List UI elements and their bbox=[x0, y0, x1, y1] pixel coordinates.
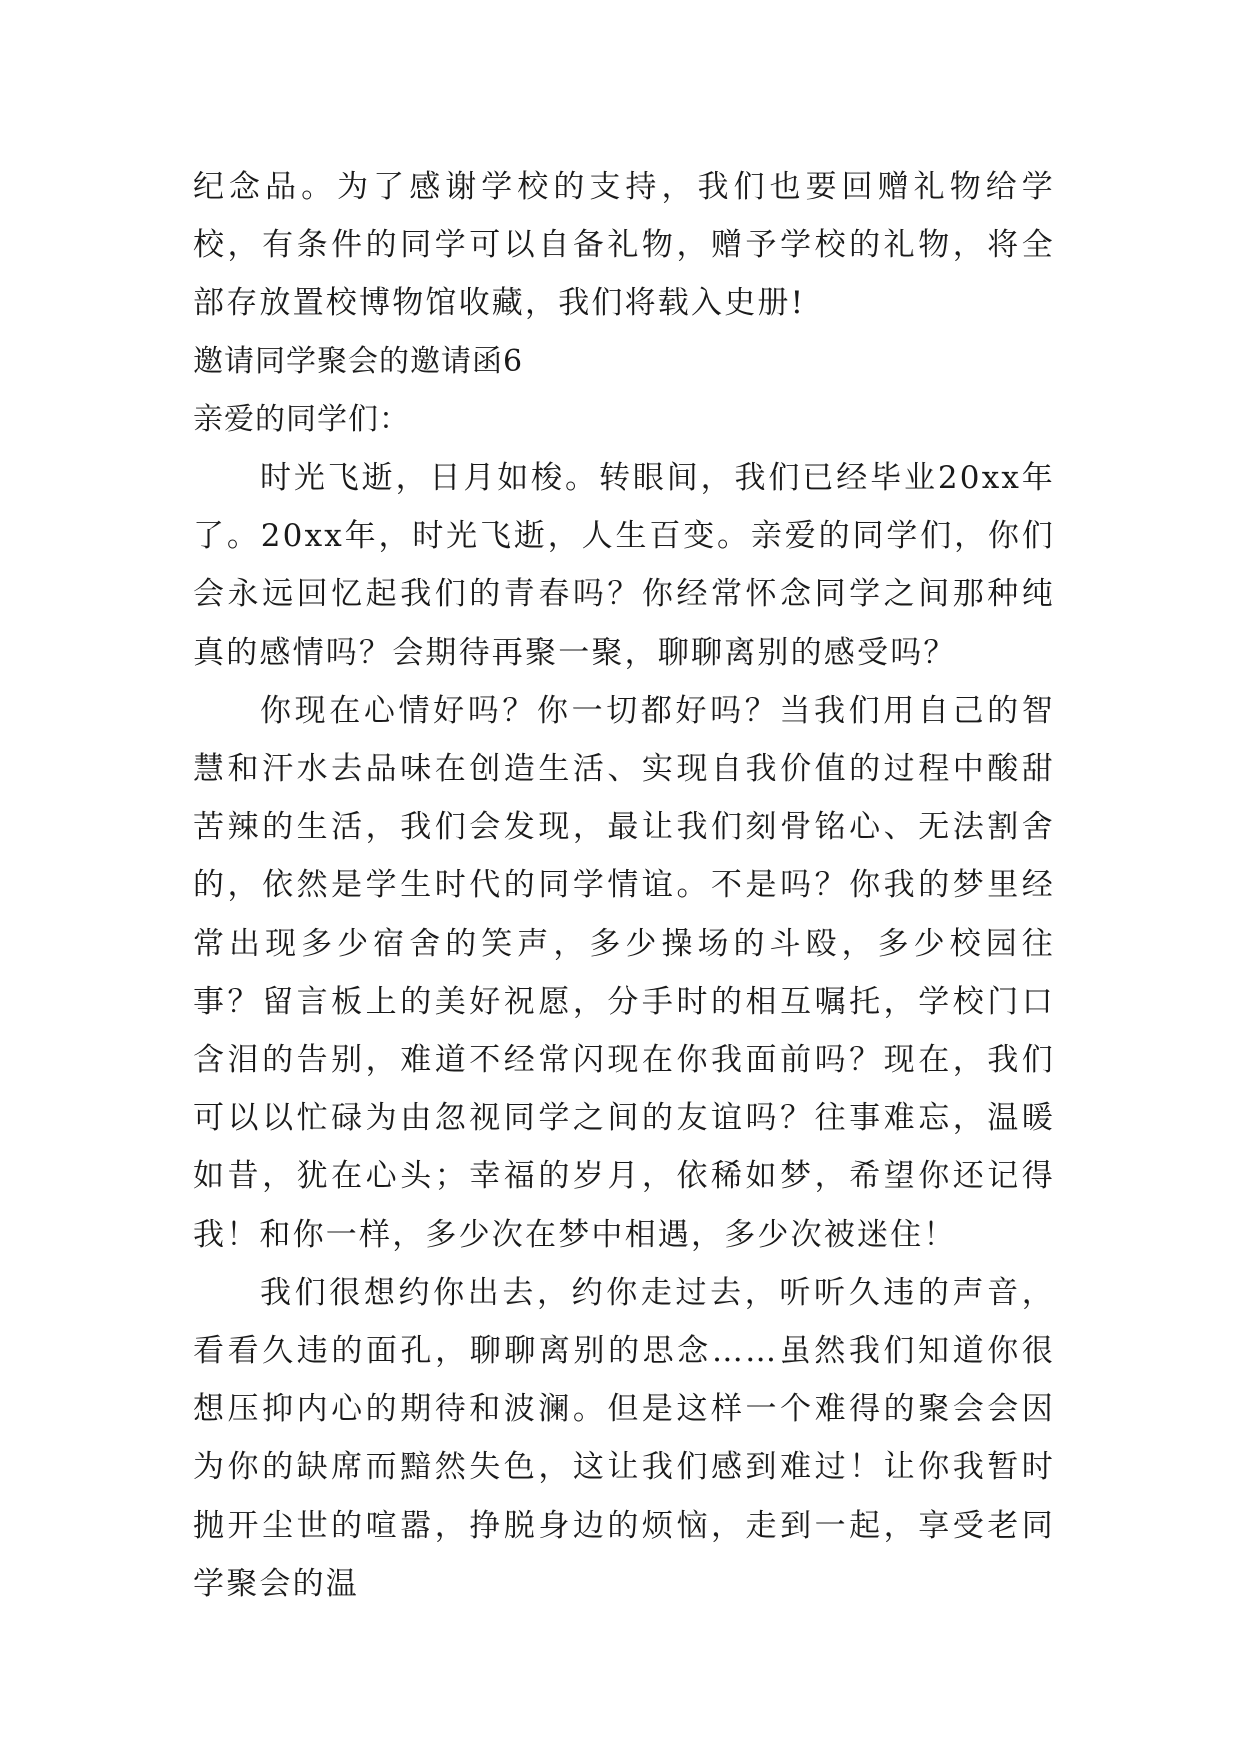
letter-greeting: 亲爱的同学们： bbox=[193, 401, 410, 437]
body-paragraph: 时光飞逝，日月如梭。转眼间，我们已经毕业20xx年了。20xx年，时光飞逝，人生百变。亲爱的同学们，你们会永远回忆起我们的青春吗？你经常怀念同学之间那种纯真的感情吗？会期待再聚一聚，聊聊离别的感受吗？ bbox=[193, 460, 1055, 671]
letter-title: 邀请同学聚会的邀请函6 bbox=[193, 343, 524, 379]
body-paragraph: 我们很想约你出去，约你走过去，听听久违的声音，看看久违的面孔，聊聊离别的思念……虽然我们知道你很想压抑内心的期待和波澜。但是这样一个难得的聚会会因为你的缺席而黯然失色，这让我们感到难过！让你我暂时抛开尘世的喧嚣，挣脱身边的烦恼，走到一起，享受老同学聚会的温 bbox=[193, 1274, 1055, 1602]
document-body bbox=[193, 158, 1055, 1613]
continuation-paragraph: 纪念品。为了感谢学校的支持，我们也要回赠礼物给学校，有条件的同学可以自备礼物，赠予学校的礼物，将全部存放置校博物馆收藏，我们将载入史册! bbox=[193, 169, 1055, 322]
body-paragraph: 你现在心情好吗？你一切都好吗？当我们用自己的智慧和汗水去品味在创造生活、实现自我价值的过程中酸甜苦辣的生活，我们会发现，最让我们刻骨铭心、无法割舍的，依然是学生时代的同学情谊。不是吗？你我的梦里经常出现多少宿舍的笑声，多少操场的斗殴，多少校园往事？留言板上的美好祝愿，分手时的相互嘱托，学校门口含泪的告别，难道不经常闪现在你我面前吗？现在，我们可以以忙碌为由忽视同学之间的友谊吗？往事难忘，温暖如昔，犹在心头；幸福的岁月，依稀如梦，希望你还记得我！和你一样，多少次在梦中相遇，多少次被迷住！ bbox=[193, 692, 1055, 1253]
